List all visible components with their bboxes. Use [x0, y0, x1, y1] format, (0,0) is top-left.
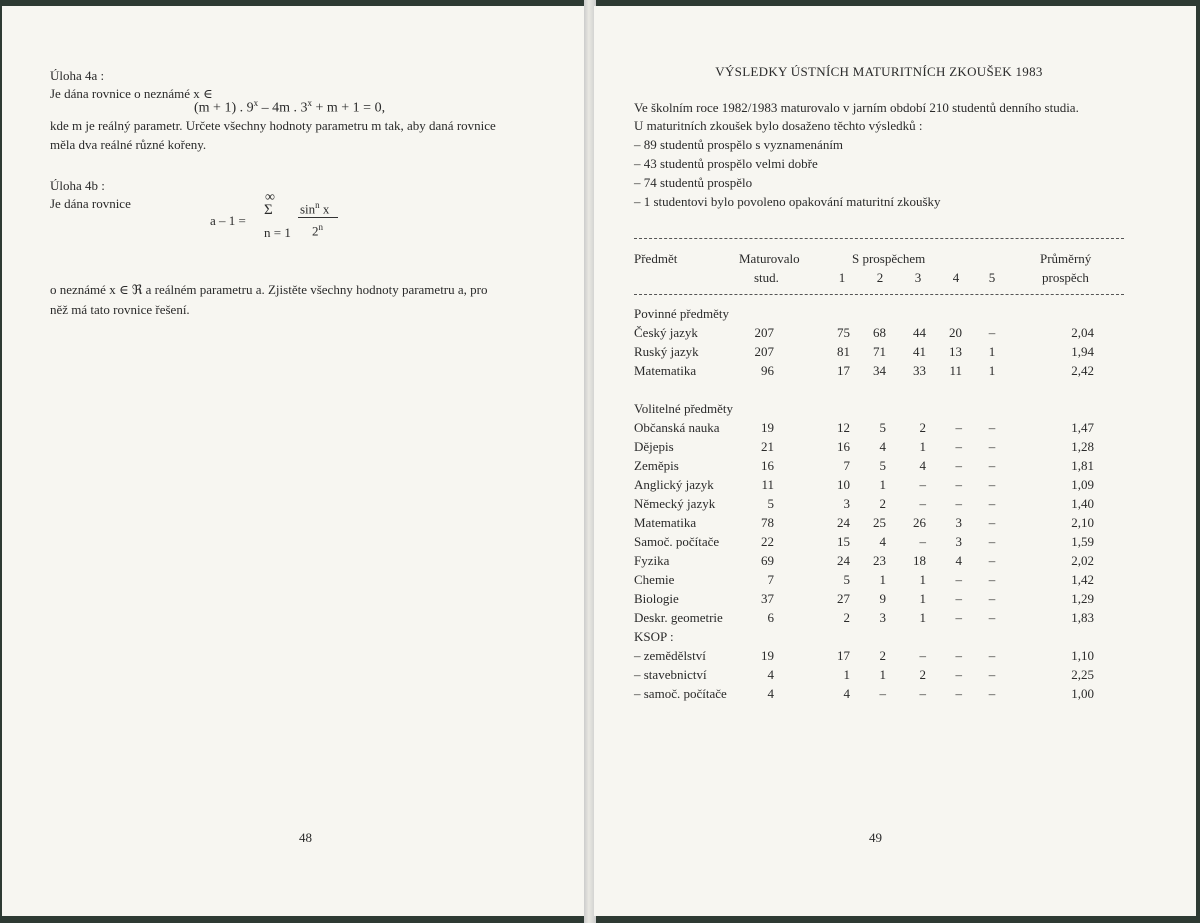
value-cell: 21: [761, 439, 774, 454]
value-cell: 17: [837, 363, 850, 378]
value-cell: –: [955, 591, 962, 606]
value-cell: –: [988, 458, 996, 473]
value-cell: –: [955, 648, 962, 663]
value-cell: –: [988, 572, 996, 587]
value-cell: –: [988, 553, 996, 568]
value-cell: 78: [761, 515, 774, 530]
subject-cell: – zemědělství: [634, 648, 706, 663]
value-cell: 5: [879, 458, 886, 473]
task-4b-heading: Úloha 4b :: [50, 178, 105, 193]
value-cell: 4: [879, 534, 886, 549]
value-cell: 68: [873, 325, 886, 340]
denominator-base: 2: [312, 223, 319, 239]
infinity-symbol: ∞: [265, 190, 275, 205]
value-cell: 4: [955, 553, 962, 568]
subject-cell: KSOP :: [634, 629, 674, 644]
value-cell: –: [919, 686, 926, 701]
header-grades: S prospěchem: [852, 251, 926, 266]
value-cell: –: [988, 325, 996, 340]
value-cell: 69: [761, 553, 774, 568]
value-cell: –: [879, 686, 886, 701]
sum-lower-bound: n = 1: [264, 225, 291, 240]
task-4a-equation: [194, 98, 385, 117]
fraction-bar: [298, 217, 338, 218]
header-avg-top: Průměrný: [1040, 251, 1092, 266]
value-cell: –: [988, 515, 996, 530]
value-cell: 1,47: [1071, 420, 1094, 435]
value-cell: –: [988, 420, 996, 435]
subject-cell: Český jazyk: [634, 325, 698, 340]
subject-cell: Biologie: [634, 591, 679, 606]
value-cell: –: [988, 610, 996, 625]
value-cell: –: [988, 439, 996, 454]
task-4a-intro: Je dána rovnice o neznámé x ∈: [50, 86, 213, 101]
value-cell: 1,10: [1071, 648, 1094, 663]
value-cell: 11: [949, 363, 962, 378]
value-cell: 37: [761, 591, 774, 606]
table-top-rule: [634, 238, 1124, 239]
value-cell: –: [955, 610, 962, 625]
result-line: – 89 studentů prospělo s vyznamenáním: [634, 137, 844, 152]
task-4b-text-line1: o neznámé x ∈ ℜ a reálném parametru a. Zjistěte všechny hodnoty parametru a, pro: [50, 282, 488, 297]
header-grade-3: 3: [914, 270, 922, 285]
subject-cell: Chemie: [634, 572, 675, 587]
header-grade-2: 2: [876, 270, 884, 285]
value-cell: 2: [879, 496, 886, 511]
header-count-bottom: stud.: [754, 270, 779, 285]
equation-exponent: x: [307, 98, 312, 108]
value-cell: 1: [879, 572, 886, 587]
value-cell: –: [919, 648, 926, 663]
value-cell: 1,94: [1071, 344, 1094, 359]
value-cell: 26: [913, 515, 926, 530]
value-cell: –: [955, 686, 962, 701]
value-cell: 3: [843, 496, 850, 511]
value-cell: 3: [955, 534, 962, 549]
value-cell: 1,59: [1071, 534, 1094, 549]
result-line: – 74 studentů prospělo: [634, 175, 753, 190]
value-cell: 2: [919, 420, 926, 435]
value-cell: –: [988, 591, 996, 606]
value-cell: 12: [837, 420, 850, 435]
value-cell: –: [988, 667, 996, 682]
subject-cell: Ruský jazyk: [634, 344, 699, 359]
value-cell: 207: [754, 325, 774, 340]
value-cell: –: [955, 439, 962, 454]
value-cell: –: [955, 572, 962, 587]
value-cell: 1,09: [1071, 477, 1094, 492]
value-cell: –: [988, 686, 996, 701]
page-title: VÝSLEDKY ÚSTNÍCH MATURITNÍCH ZKOUŠEK 1983: [715, 64, 1043, 79]
value-cell: –: [988, 534, 996, 549]
value-cell: 44: [913, 325, 926, 340]
value-cell: –: [919, 534, 926, 549]
value-cell: 16: [761, 458, 774, 473]
value-cell: –: [919, 477, 926, 492]
subject-cell: Samoč. počítače: [634, 534, 720, 549]
value-cell: 7: [843, 458, 850, 473]
value-cell: 1,29: [1071, 591, 1094, 606]
header-grade-1: 1: [838, 270, 846, 285]
value-cell: 33: [913, 363, 926, 378]
value-cell: 2: [919, 667, 926, 682]
subject-cell: Deskr. geometrie: [634, 610, 723, 625]
value-cell: 2,04: [1071, 325, 1094, 340]
subject-cell: – stavebnictví: [634, 667, 707, 682]
value-cell: 23: [873, 553, 886, 568]
value-cell: 5: [879, 420, 886, 435]
header-count-top: Maturovalo: [739, 251, 800, 266]
value-cell: 75: [837, 325, 850, 340]
value-cell: 5: [843, 572, 850, 587]
value-cell: –: [988, 496, 996, 511]
value-cell: 71: [873, 344, 886, 359]
value-cell: 1,83: [1071, 610, 1094, 625]
left-page: [2, 6, 588, 916]
value-cell: 27: [837, 591, 850, 606]
right-page: [594, 6, 1196, 916]
value-cell: 7: [767, 572, 774, 587]
value-cell: 2,25: [1071, 667, 1094, 682]
header-grade-5: 5: [988, 270, 996, 285]
fraction-numerator: [300, 200, 329, 217]
value-cell: 1,40: [1071, 496, 1094, 511]
intro-line2: U maturitních zkoušek bylo dosaženo těchto výsledků :: [634, 118, 923, 133]
value-cell: 18: [913, 553, 926, 568]
value-cell: 1: [919, 610, 926, 625]
task-4a-text-line1: kde m je reálný parametr. Určete všechny hodnoty parametru m tak, aby daná rovnice: [50, 118, 496, 133]
value-cell: 24: [837, 515, 850, 530]
value-cell: 19: [761, 420, 774, 435]
task-4b-lhs: a – 1 =: [210, 213, 246, 228]
task-4a-heading: Úloha 4a :: [50, 68, 105, 83]
value-cell: 1,00: [1071, 686, 1094, 701]
task-4b-text-line2: něž má tato rovnice řešení.: [50, 302, 190, 317]
value-cell: 13: [949, 344, 962, 359]
value-cell: 25: [873, 515, 886, 530]
value-cell: 4: [767, 667, 774, 682]
subject-cell: Zeměpis: [634, 458, 679, 473]
section-label: Povinné předměty: [634, 306, 729, 321]
numerator-exponent: n: [315, 200, 320, 210]
task-4b-intro: Je dána rovnice: [50, 196, 131, 211]
task-4a-text-line2: měla dva reálné různé kořeny.: [50, 137, 207, 152]
value-cell: 22: [761, 534, 774, 549]
value-cell: 17: [837, 648, 850, 663]
numerator-variable: x: [319, 201, 330, 217]
value-cell: 1: [843, 667, 850, 682]
value-cell: 4: [919, 458, 926, 473]
value-cell: 1,81: [1071, 458, 1094, 473]
value-cell: 4: [843, 686, 850, 701]
subject-cell: Matematika: [634, 363, 697, 378]
value-cell: 81: [837, 344, 850, 359]
value-cell: 16: [837, 439, 850, 454]
value-cell: 3: [955, 515, 962, 530]
value-cell: 2: [879, 648, 886, 663]
value-cell: –: [955, 420, 962, 435]
value-cell: 20: [949, 325, 962, 340]
value-cell: –: [919, 496, 926, 511]
subject-cell: Německý jazyk: [634, 496, 716, 511]
page-number-left: 48: [299, 830, 312, 845]
value-cell: –: [955, 667, 962, 682]
denominator-exponent: n: [318, 222, 323, 232]
header-avg-bottom: prospěch: [1042, 270, 1089, 285]
value-cell: 2,02: [1071, 553, 1094, 568]
value-cell: 1: [879, 477, 886, 492]
subject-cell: Matematika: [634, 515, 697, 530]
value-cell: 1: [988, 344, 996, 359]
header-bottom-rule: [634, 294, 1124, 295]
value-cell: –: [988, 477, 996, 492]
value-cell: –: [955, 458, 962, 473]
value-cell: 1: [919, 439, 926, 454]
value-cell: 41: [913, 344, 926, 359]
value-cell: 11: [761, 477, 774, 492]
intro-line1: Ve školním roce 1982/1983 maturovalo v jarním období 210 studentů denního studia.: [634, 100, 1079, 115]
header-grade-4: 4: [952, 270, 960, 285]
header-subject: Předmět: [634, 251, 678, 266]
value-cell: 15: [837, 534, 850, 549]
subject-cell: Anglický jazyk: [634, 477, 714, 492]
numerator-text: sin: [300, 201, 316, 217]
value-cell: 1: [988, 363, 996, 378]
value-cell: 1: [879, 667, 886, 682]
sigma-symbol: Σ: [264, 202, 273, 218]
value-cell: 3: [879, 610, 886, 625]
value-cell: –: [988, 648, 996, 663]
value-cell: 9: [879, 591, 886, 606]
value-cell: 19: [761, 648, 774, 663]
value-cell: –: [955, 496, 962, 511]
page-number-right: 49: [869, 830, 882, 845]
subject-cell: Občanská nauka: [634, 420, 720, 435]
subject-cell: Dějepis: [634, 439, 674, 454]
value-cell: 34: [873, 363, 886, 378]
value-cell: –: [955, 477, 962, 492]
value-cell: 24: [837, 553, 850, 568]
value-cell: 1: [919, 591, 926, 606]
value-cell: 2,42: [1071, 363, 1094, 378]
value-cell: 96: [761, 363, 774, 378]
value-cell: 6: [767, 610, 774, 625]
equation-part: – 4m . 3: [258, 100, 308, 116]
subject-cell: – samoč. počítače: [634, 686, 727, 701]
subject-cell: Fyzika: [634, 553, 670, 568]
value-cell: 10: [837, 477, 850, 492]
value-cell: 4: [767, 686, 774, 701]
value-cell: 207: [754, 344, 774, 359]
value-cell: 1: [919, 572, 926, 587]
value-cell: 2,10: [1071, 515, 1094, 530]
result-line: – 1 studentovi bylo povoleno opakování maturitní zkoušky: [634, 194, 941, 209]
value-cell: 5: [767, 496, 774, 511]
result-line: – 43 studentů prospělo velmi dobře: [634, 156, 818, 171]
equation-part: + m + 1 = 0,: [312, 100, 386, 116]
equation-exponent: x: [253, 98, 259, 108]
value-cell: 1,42: [1071, 572, 1094, 587]
value-cell: 2: [843, 610, 850, 625]
value-cell: 1,28: [1071, 439, 1094, 454]
fraction-denominator: [312, 222, 323, 239]
value-cell: 4: [879, 439, 886, 454]
section-label: Volitelné předměty: [634, 401, 734, 416]
equation-part: (m + 1) . 9: [194, 100, 254, 116]
